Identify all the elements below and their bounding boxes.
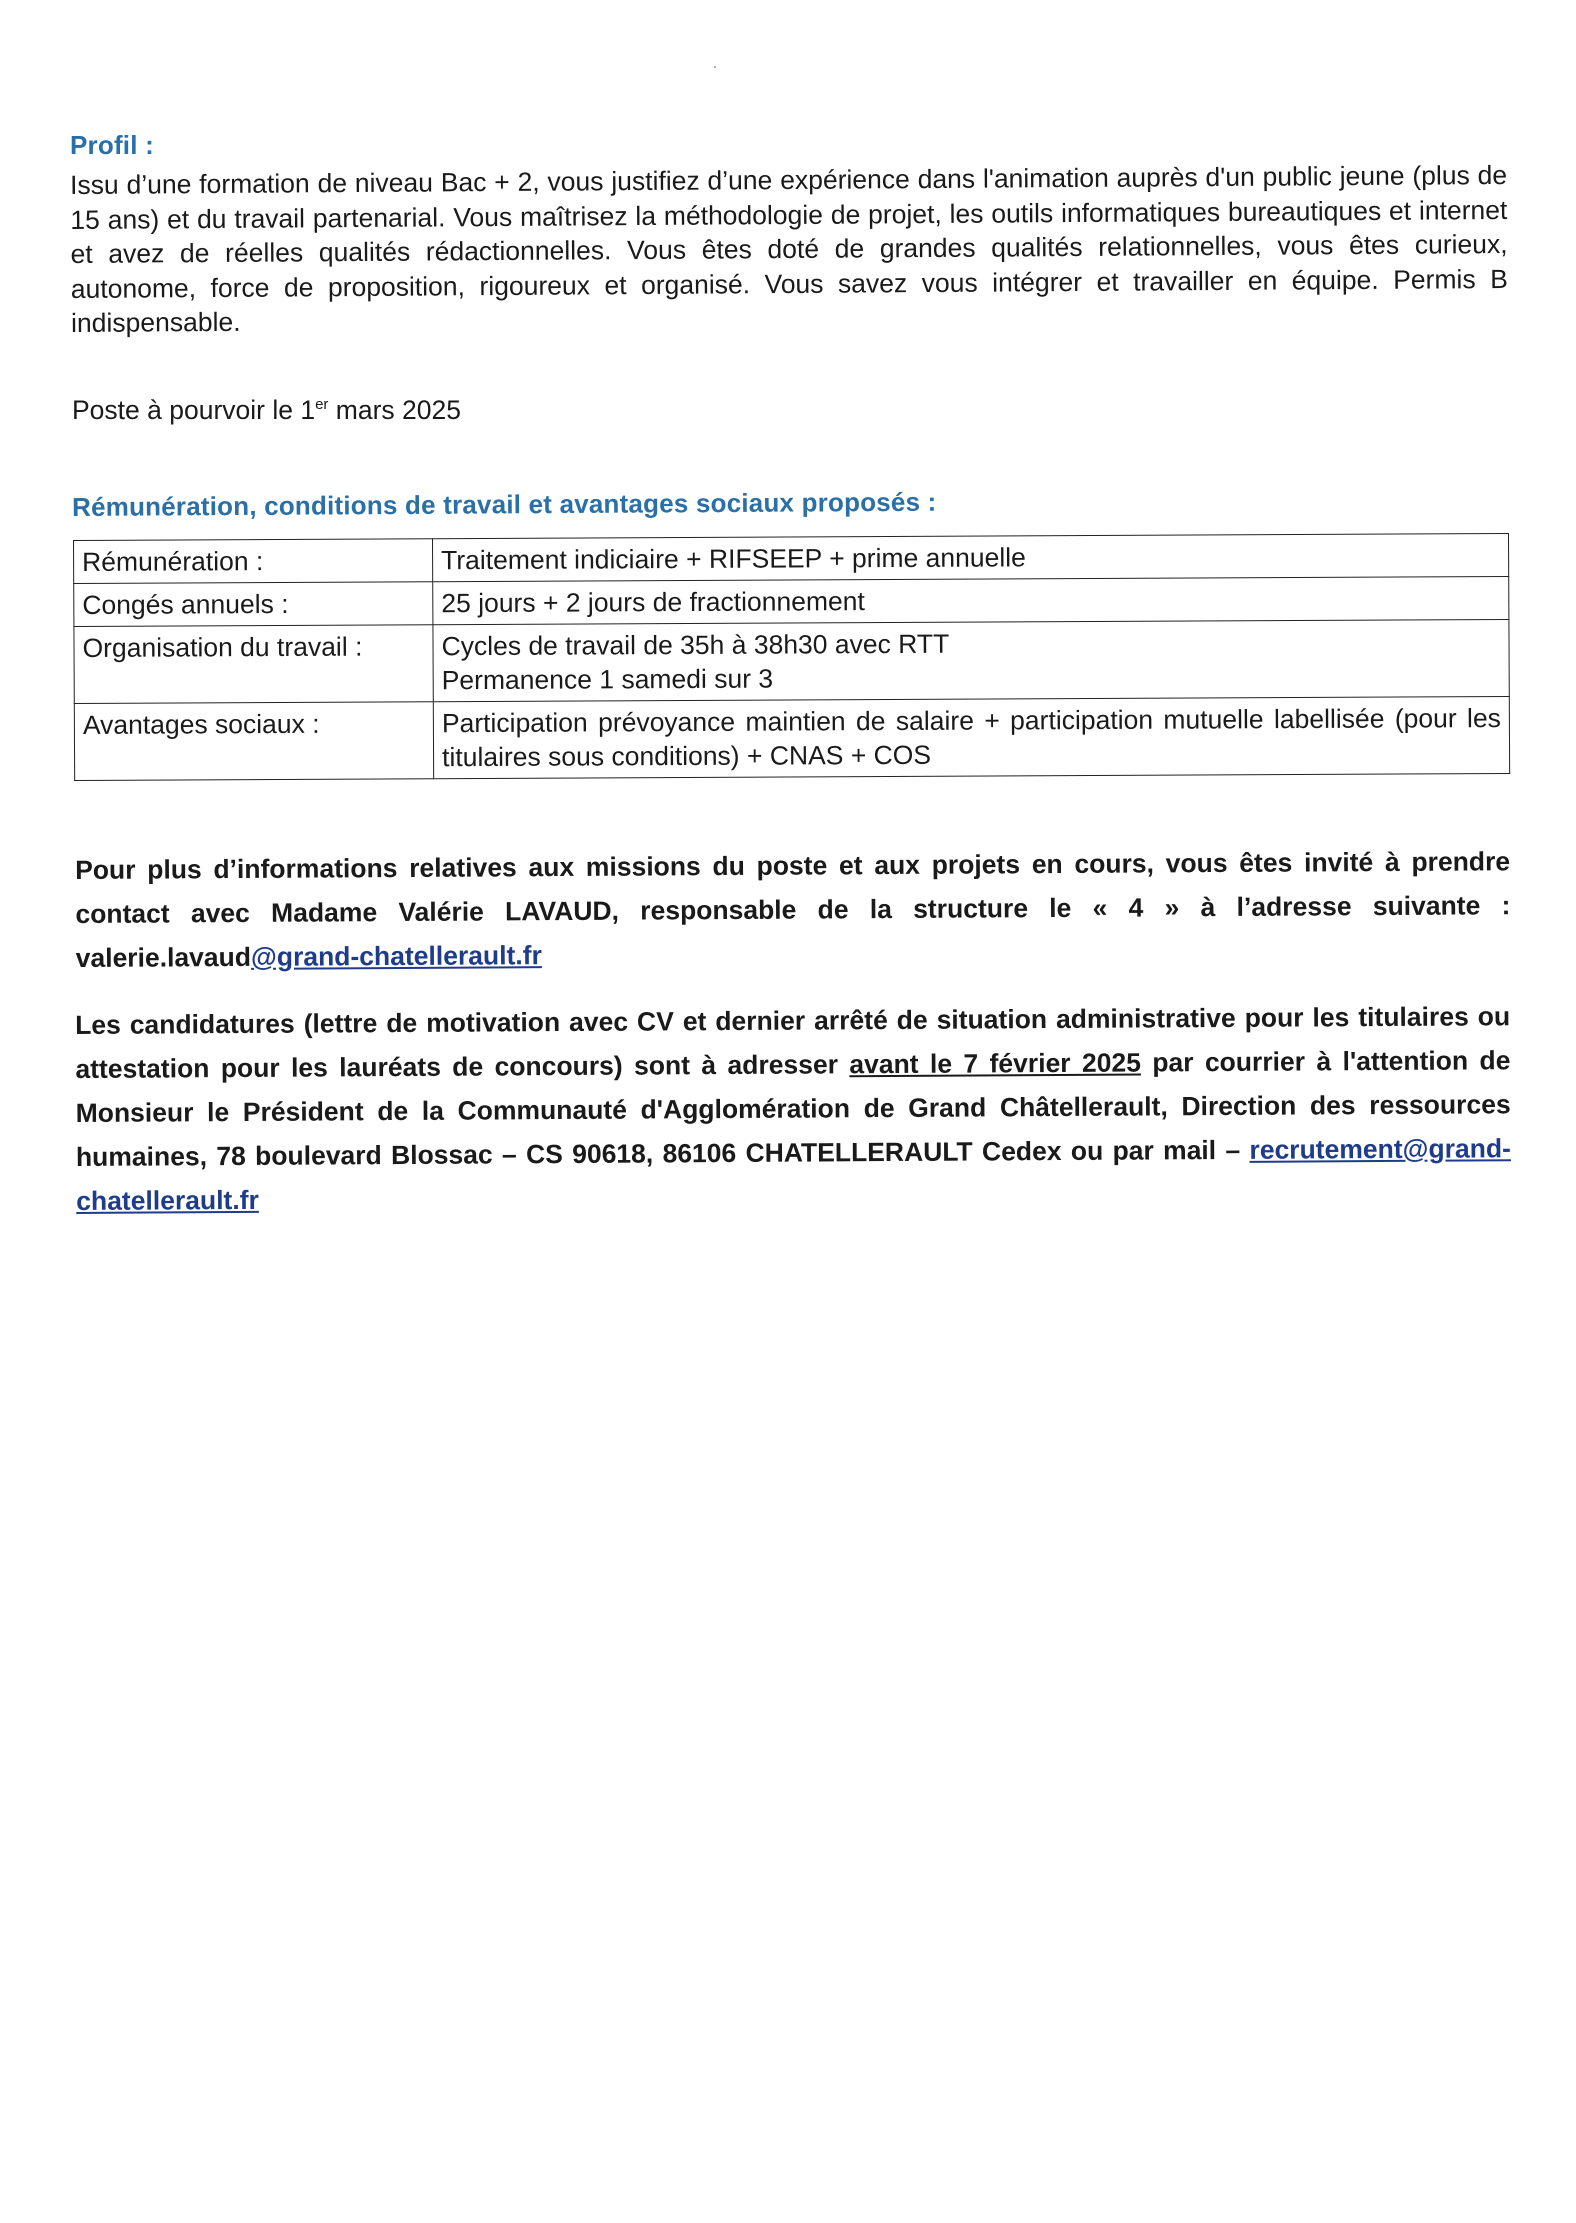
application-paragraph [75,994,1511,1223]
row-value-line: Permanence 1 samedi sur 3 [441,663,774,696]
remuneration-heading: Rémunération, conditions de travail et avantages sociaux proposés : [72,486,937,522]
row-value-line: Participation prévoyance maintien de salaire + participation mutuelle labellisée (pour les titulaires sous conditions) + CNAS + COS [441,703,1501,773]
profil-heading: Profil : [70,130,154,160]
poste-availability [72,393,772,428]
row-value [433,696,1509,778]
application-deadline: avant le 7 février 2025 [849,1047,1141,1080]
table-row [74,696,1509,780]
scan-speck [714,66,716,68]
application-text-cont: par courrier à l'attention de Monsieur le Président de la Communauté d'Agglomération de Grand Châtellerault, Direction des ressources humaines, 78 boulevard Blossac – CS 90618, 86106 CHATELLERAULT Cedex ou par mail – [75,1045,1511,1172]
contact-email-link[interactable]: @grand-chatellerault.fr [250,940,542,972]
row-label: Congés annuels : [74,582,433,627]
poste-suffix: mars 2025 [328,395,461,425]
poste-prefix: Poste à pourvoir le 1 [72,395,316,425]
row-value [433,619,1509,701]
row-label: Rémunération : [74,539,433,584]
poste-sup: er [315,396,329,413]
contact-paragraph [75,839,1511,980]
row-value-line: Cycles de travail de 35h à 38h30 avec RTT [441,628,950,662]
row-label: Organisation du travail : [74,625,433,704]
row-value [433,576,1509,624]
conditions-table [73,533,1510,781]
table-row [74,576,1509,626]
contact-text: Pour plus d’informations relatives aux missions du poste et aux projets en cours, vous êtes invité à prendre contact avec Madame Valérie LAVAUD, responsable de la structure le « 4 » à l’adresse suivante : valerie.lavaud [75,846,1511,973]
conditions-table-wrapper [73,533,1510,781]
row-label: Avantages sociaux : [74,702,433,781]
application-email-link[interactable]: recrutement@grand-chatellerault.fr [76,1133,1512,1216]
row-value [432,533,1508,581]
row-value-line: 25 jours + 2 jours de fractionnement [441,586,865,619]
application-text: Les candidatures (lettre de motivation avec CV et dernier arrêté de situation administrative pour les titulaires ou attestation pour les lauréats de concours) sont à adresser [75,1001,1511,1084]
profil-text: Issu d’une formation de niveau Bac + 2, vous justifiez d’une expérience dans l'animation auprès d'un public jeune (plus de 15 ans) et du travail partenarial. Vous maîtrisez la méthodologie de projet, les outils informatiques bureautiques et internet et avez de réelles qualités rédactionnelles. Vous êtes doté de grandes qualités relationnelles, vous êtes curieux, autonome, force de proposition, rigoureux et organisé. Vous savez vous intégrer et travailler en équipe. Permis B indispensable. [70,159,1508,338]
table-row [74,533,1509,583]
table-row [74,619,1509,703]
row-value-line: Traitement indiciaire + RIFSEEP + prime annuelle [441,542,1026,576]
